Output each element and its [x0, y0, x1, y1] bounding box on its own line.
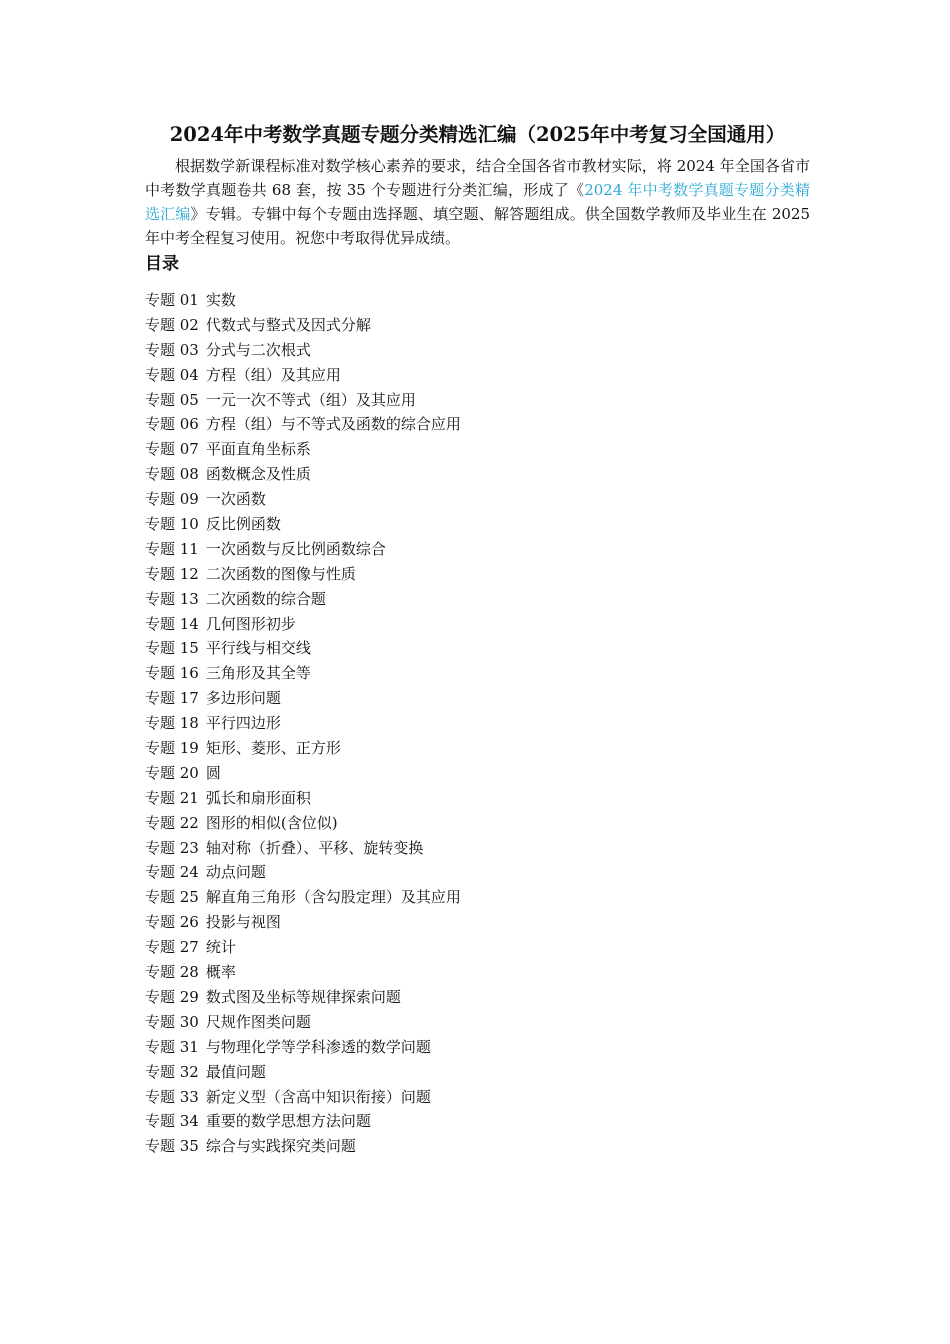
toc-item-title: 一次函数: [205, 490, 266, 509]
toc-item[interactable]: [145, 885, 810, 910]
toc-item[interactable]: [145, 636, 810, 661]
toc-item[interactable]: [145, 910, 810, 935]
toc-item-title: 动点问题: [205, 863, 266, 882]
toc-item[interactable]: [145, 388, 810, 413]
toc-item[interactable]: [145, 736, 810, 761]
toc-item-number: 专题 07: [145, 440, 199, 459]
toc-item-title: 新定义型（含高中知识衔接）问题: [205, 1087, 431, 1106]
table-of-contents: [145, 288, 810, 1159]
toc-item-number: 专题 28: [145, 963, 199, 982]
toc-item-title: 投影与视图: [205, 913, 281, 932]
toc-item-number: 专题 22: [145, 813, 199, 832]
toc-item[interactable]: [145, 587, 810, 612]
toc-item-number: 专题 24: [145, 863, 199, 882]
toc-item[interactable]: [145, 811, 810, 836]
toc-item-number: 专题 09: [145, 490, 199, 509]
toc-item-number: 专题 08: [145, 465, 199, 484]
toc-item[interactable]: [145, 338, 810, 363]
toc-item[interactable]: [145, 786, 810, 811]
toc-item[interactable]: [145, 363, 810, 388]
toc-item[interactable]: [145, 412, 810, 437]
toc-item-number: 专题 05: [145, 390, 199, 409]
toc-item[interactable]: [145, 661, 810, 686]
toc-item[interactable]: [145, 1060, 810, 1085]
toc-item[interactable]: [145, 288, 810, 313]
toc-item[interactable]: [145, 537, 810, 562]
toc-item-title: 矩形、菱形、正方形: [205, 739, 341, 758]
toc-item-number: 专题 23: [145, 838, 199, 857]
toc-item-title: 二次函数的图像与性质: [205, 564, 356, 583]
toc-item-title: 平面直角坐标系: [205, 440, 311, 459]
toc-item-title: 综合与实践探究类问题: [205, 1137, 356, 1156]
toc-item-title: 图形的相似(含位似): [205, 813, 338, 832]
toc-item-title: 方程（组）与不等式及函数的综合应用: [205, 415, 461, 434]
toc-item[interactable]: [145, 686, 810, 711]
toc-item-title: 解直角三角形（含勾股定理）及其应用: [205, 888, 461, 907]
toc-item-title: 反比例函数: [205, 515, 281, 534]
toc-item-number: 专题 11: [145, 539, 199, 558]
toc-item-title: 三角形及其全等: [205, 664, 311, 683]
toc-item[interactable]: [145, 761, 810, 786]
toc-item-number: 专题 15: [145, 639, 199, 658]
toc-item[interactable]: [145, 1035, 810, 1060]
toc-item-number: 专题 31: [145, 1037, 199, 1056]
toc-item-number: 专题 25: [145, 888, 199, 907]
toc-item-number: 专题 35: [145, 1137, 199, 1156]
toc-item-title: 弧长和扇形面积: [205, 788, 311, 807]
toc-item-title: 与物理化学等学科渗透的数学问题: [205, 1037, 431, 1056]
toc-item-number: 专题 04: [145, 365, 199, 384]
document-title: 2024年中考数学真题专题分类精选汇编（2025年中考复习全国通用）: [169, 123, 786, 146]
toc-item-title: 统计: [205, 938, 236, 957]
toc-item-title: 概率: [205, 963, 236, 982]
toc-item[interactable]: [145, 1010, 810, 1035]
toc-item-number: 专题 13: [145, 589, 199, 608]
toc-item[interactable]: [145, 487, 810, 512]
toc-item-title: 多边形问题: [205, 689, 281, 708]
toc-item-number: 专题 33: [145, 1087, 199, 1106]
toc-item[interactable]: [145, 612, 810, 637]
toc-item[interactable]: [145, 985, 810, 1010]
toc-item-number: 专题 34: [145, 1112, 199, 1131]
toc-item[interactable]: [145, 1109, 810, 1134]
intro-text-part2: 》专辑。专辑中每个专题由选择题、填空题、解答题组成。供全国数学教师及毕业生在 2025 年中考全程复习使用。祝您中考取得优异成绩。: [145, 205, 810, 247]
toc-item-number: 专题 27: [145, 938, 199, 957]
document-page: [145, 120, 810, 1159]
toc-item[interactable]: [145, 960, 810, 985]
toc-item-number: 专题 21: [145, 788, 199, 807]
toc-item-number: 专题 29: [145, 987, 199, 1006]
toc-item-number: 专题 16: [145, 664, 199, 683]
toc-item-title: 方程（组）及其应用: [205, 365, 341, 384]
intro-paragraph: [145, 154, 810, 250]
toc-item-number: 专题 30: [145, 1012, 199, 1031]
toc-item[interactable]: [145, 462, 810, 487]
toc-item-number: 专题 02: [145, 315, 199, 334]
toc-item[interactable]: [145, 935, 810, 960]
toc-item-number: 专题 03: [145, 340, 199, 359]
toc-item[interactable]: [145, 512, 810, 537]
toc-item-number: 专题 20: [145, 763, 199, 782]
toc-item-title: 圆: [205, 763, 221, 782]
toc-item[interactable]: [145, 1134, 810, 1159]
toc-item-title: 一元一次不等式（组）及其应用: [205, 390, 416, 409]
toc-heading: 目录: [145, 254, 179, 274]
toc-item-title: 数式图及坐标等规律探索问题: [205, 987, 401, 1006]
toc-item-title: 重要的数学思想方法问题: [205, 1112, 371, 1131]
toc-item-title: 平行线与相交线: [205, 639, 311, 658]
toc-item-title: 几何图形初步: [205, 614, 296, 633]
toc-item-title: 函数概念及性质: [205, 465, 311, 484]
toc-item[interactable]: [145, 860, 810, 885]
toc-item-number: 专题 19: [145, 739, 199, 758]
toc-item-title: 平行四边形: [205, 714, 281, 733]
toc-item-title: 实数: [205, 291, 236, 309]
toc-item-number: 专题 14: [145, 614, 199, 633]
toc-item-title: 最值问题: [205, 1062, 266, 1081]
intro-link[interactable]: 2024 年中考数学真题专题分类精选汇编: [145, 181, 810, 223]
toc-item[interactable]: [145, 836, 810, 861]
toc-item[interactable]: [145, 562, 810, 587]
intro-text-part1: 根据数学新课程标准对数学核心素养的要求，结合全国各省市教材实际，将 2024 年全国各省市中考数学真题卷共 68 套，按 35 个专题进行分类汇编，形成了《: [145, 157, 810, 199]
toc-item-title: 代数式与整式及因式分解: [205, 315, 371, 334]
toc-item-number: 专题 01: [145, 291, 199, 309]
toc-item[interactable]: [145, 1085, 810, 1110]
toc-item-number: 专题 10: [145, 515, 199, 534]
toc-item-number: 专题 26: [145, 913, 199, 932]
toc-item-title: 二次函数的综合题: [205, 589, 326, 608]
toc-item-number: 专题 18: [145, 714, 199, 733]
toc-item[interactable]: [145, 711, 810, 736]
toc-item-title: 尺规作图类问题: [205, 1012, 311, 1031]
toc-item-title: 轴对称（折叠）、平移、旋转变换: [205, 838, 424, 857]
toc-item-number: 专题 12: [145, 564, 199, 583]
toc-item-number: 专题 06: [145, 415, 199, 434]
toc-item-title: 一次函数与反比例函数综合: [205, 539, 386, 558]
toc-item-number: 专题 32: [145, 1062, 199, 1081]
toc-item[interactable]: [145, 437, 810, 462]
toc-item[interactable]: [145, 313, 810, 338]
toc-item-title: 分式与二次根式: [205, 340, 311, 359]
toc-item-number: 专题 17: [145, 689, 199, 708]
